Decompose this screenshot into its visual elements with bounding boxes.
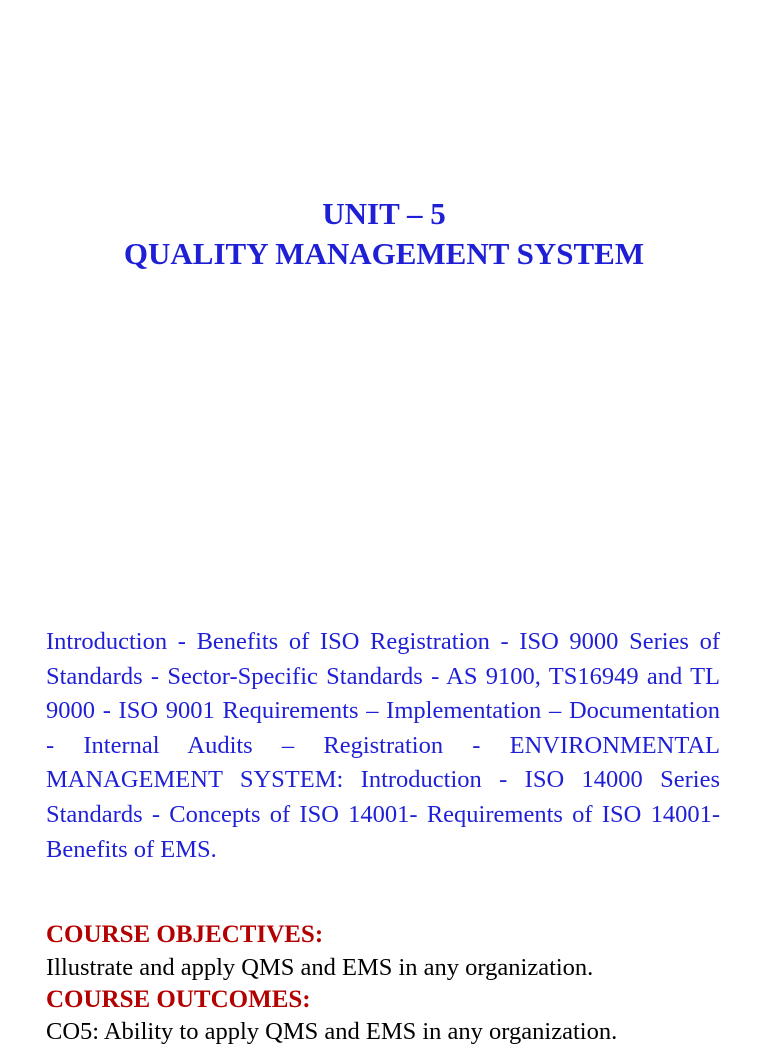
- unit-number: UNIT – 5: [322, 196, 446, 231]
- course-objectives-heading: COURSE OBJECTIVES:: [46, 921, 324, 948]
- unit-subject: QUALITY MANAGEMENT SYSTEM: [123, 236, 645, 271]
- course-outcomes-text: CO5: Ability to apply QMS and EMS in any organization.: [46, 1018, 618, 1045]
- course-objectives-text: Illustrate and apply QMS and EMS in any organization.: [46, 954, 594, 981]
- unit-title: [0, 194, 768, 274]
- syllabus-paragraph: Introduction - Benefits of ISO Registration - ISO 9000 Series of Standards - Sector-Specific Standards - AS 9100, TS16949 and TL 9000 - ISO 9001 Requirements – Implementation – Documentation - Internal Audits – Registration - ENVIRONMENTAL MANAGEMENT SYSTEM: Introduction - ISO 14000 Series Standards - Concepts of ISO 14001- Requirements of ISO 14001- Benefits of EMS.: [46, 628, 720, 863]
- course-outcomes-heading: COURSE OUTCOMES:: [46, 986, 311, 1013]
